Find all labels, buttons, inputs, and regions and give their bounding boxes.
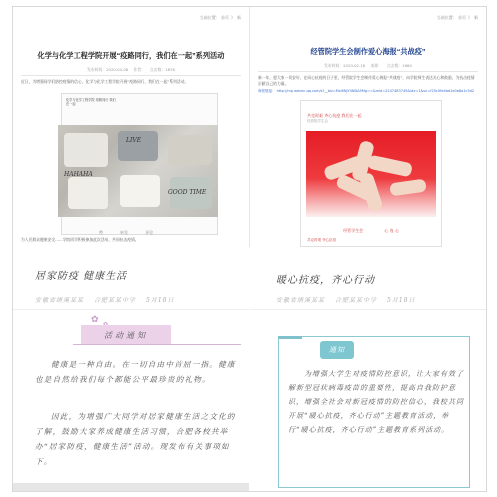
article-meta (21, 67, 241, 73)
meta-date: 发布时间：2020-02-16 (324, 63, 366, 68)
card-sub: 经管院学生会 (307, 119, 328, 123)
photo-cell (120, 175, 160, 207)
meta-date: 发布时间：2020-04-08 (87, 67, 129, 72)
divider (73, 344, 241, 345)
photo-cell (118, 131, 158, 161)
hand-paragraph: 因此，为增强广大同学对居家健康生活之文化的了解，鼓励大家养成健康生活习惯，合肥各校共举办“居家防疫，健康生活”活动。现发布有关事项如下。 (35, 412, 236, 466)
notice-badge: 通知 (320, 341, 354, 359)
breadcrumb (437, 15, 478, 21)
hand-title: 暖心抗疫，齐心行动 (276, 275, 375, 286)
page-shadow (13, 483, 249, 491)
article-footer: 为人民群众健康安全……学院同学积极参加此次活动，共同抗击疫情。 (21, 237, 139, 242)
article-title: 经管院学生会制作爱心海报“共战疫” (310, 47, 426, 56)
breadcrumb-label: 当前位置： (199, 15, 220, 20)
breadcrumb-sep: 》 (231, 15, 235, 20)
breadcrumb (200, 15, 241, 21)
photo-cell (64, 133, 108, 167)
hand-shape (367, 155, 413, 178)
breadcrumb-sep: 》 (468, 15, 472, 20)
poster-card (300, 100, 442, 247)
poster-link[interactable] (258, 89, 478, 94)
breadcrumb-home[interactable]: 首页 (221, 15, 229, 20)
activity-photo (58, 125, 218, 217)
notice-banner (81, 325, 171, 345)
divider (21, 75, 241, 76)
hand-title: 居家防疫 健康生活 (35, 271, 128, 282)
handwriting-left (13, 251, 249, 491)
meta-views: 点击数：1680 (387, 63, 412, 68)
article-left (13, 7, 250, 247)
card-footer: 共克时艰 齐心抗疫 (307, 238, 337, 242)
photo-cell (68, 177, 108, 209)
breadcrumb-home[interactable]: 首页 (458, 15, 466, 20)
link-label: 海报链接： (258, 89, 276, 93)
notice-title: 活动通知 (104, 331, 148, 340)
article-title: 化学与化学工程学院开展“疫路同行，我们在一起”系列活动 (37, 51, 225, 60)
sub-part: 5月18日 (146, 297, 175, 304)
hand-subtitle (35, 295, 184, 304)
phone-action-bar (93, 219, 159, 238)
card-heading: 共克时艰 齐心抗疫 我们在一起 (307, 113, 362, 118)
hand-shape (389, 179, 426, 197)
logo-text: 心 连 心 (384, 228, 399, 233)
meta-views: 点击数：1876 (150, 67, 175, 72)
divider (13, 309, 249, 310)
article-right (250, 7, 486, 247)
link-url[interactable]: http://mp.weixin.qq.com/s?__biz=MzI0NjY4NDA5Mg==&mid=2247483745&idx=1&sn=f25c0fe4bd1e0e8a1c3d2 (276, 89, 475, 93)
collage-frame (12, 6, 487, 492)
comment-icon[interactable]: 评论 (145, 230, 154, 235)
breadcrumb-news[interactable]: 新 (237, 15, 241, 20)
photo-label: HAHAHA (64, 171, 93, 178)
photo-label: LIVE (126, 137, 142, 144)
meta-author: 作者： (133, 67, 145, 72)
sub-part: 合肥某某中学 (94, 297, 137, 304)
phone-caption: 化学与化学工程学院 疫路同行 我们在一起 (66, 98, 116, 106)
sub-part: 安徽省绩溪某某 (35, 297, 85, 304)
share-icon[interactable]: 转发 (120, 230, 129, 235)
meta-source: 来源： (370, 63, 382, 68)
divider (258, 71, 478, 72)
sub-part: 安徽省绩溪某某 (276, 297, 326, 304)
hand-paragraph: 为增强大学生对疫情防控意识，让大家有效了解新型冠状病毒疫苗的重要性，提高自我防护意识，增强全社会对新冠疫情的防控信心，我校共同开展“暖心抗疫，齐心行动”主题教育活动，举行“暖心抗疫，齐心行动”主题教育系列活动。 (288, 370, 464, 434)
handwriting-right (250, 251, 486, 491)
box-accent (278, 336, 302, 339)
hand-paragraph: 健康是一种自由。在一切自由中首屈一指。健康也是自然给我们每个都能公平最珍贵的礼物。 (35, 360, 236, 384)
breadcrumb-label: 当前位置： (436, 15, 457, 20)
article-intro: 近日，为增强同学们防控疫情的信心，化学与化学工程学院开展“疫路同行，我们在一起”系列活动。 (21, 79, 189, 84)
sub-part: 合肥某某中学 (335, 297, 378, 304)
article-intro: 新一年，愿大家一切安好，在同心抗疫的日子里，经管院学生会制作爱心海报“共战疫”，向学院师生表达关心和鼓励，为抗击疫情贡献自己的力量。 (258, 75, 475, 86)
breadcrumb-news[interactable]: 新 (474, 15, 478, 20)
photo-label: GOOD TIME (168, 189, 207, 196)
divider (250, 309, 486, 310)
photo-cell (168, 135, 212, 165)
hands-poster-image (306, 131, 436, 217)
like-icon[interactable]: 赞 (99, 230, 103, 235)
poster-logos (301, 228, 441, 234)
hand-subtitle (276, 295, 425, 304)
flower-icon: ✿ (91, 315, 99, 325)
logo-text: 经管学生会 (343, 228, 364, 233)
article-meta (258, 63, 478, 69)
sub-part: 5月18日 (387, 297, 416, 304)
